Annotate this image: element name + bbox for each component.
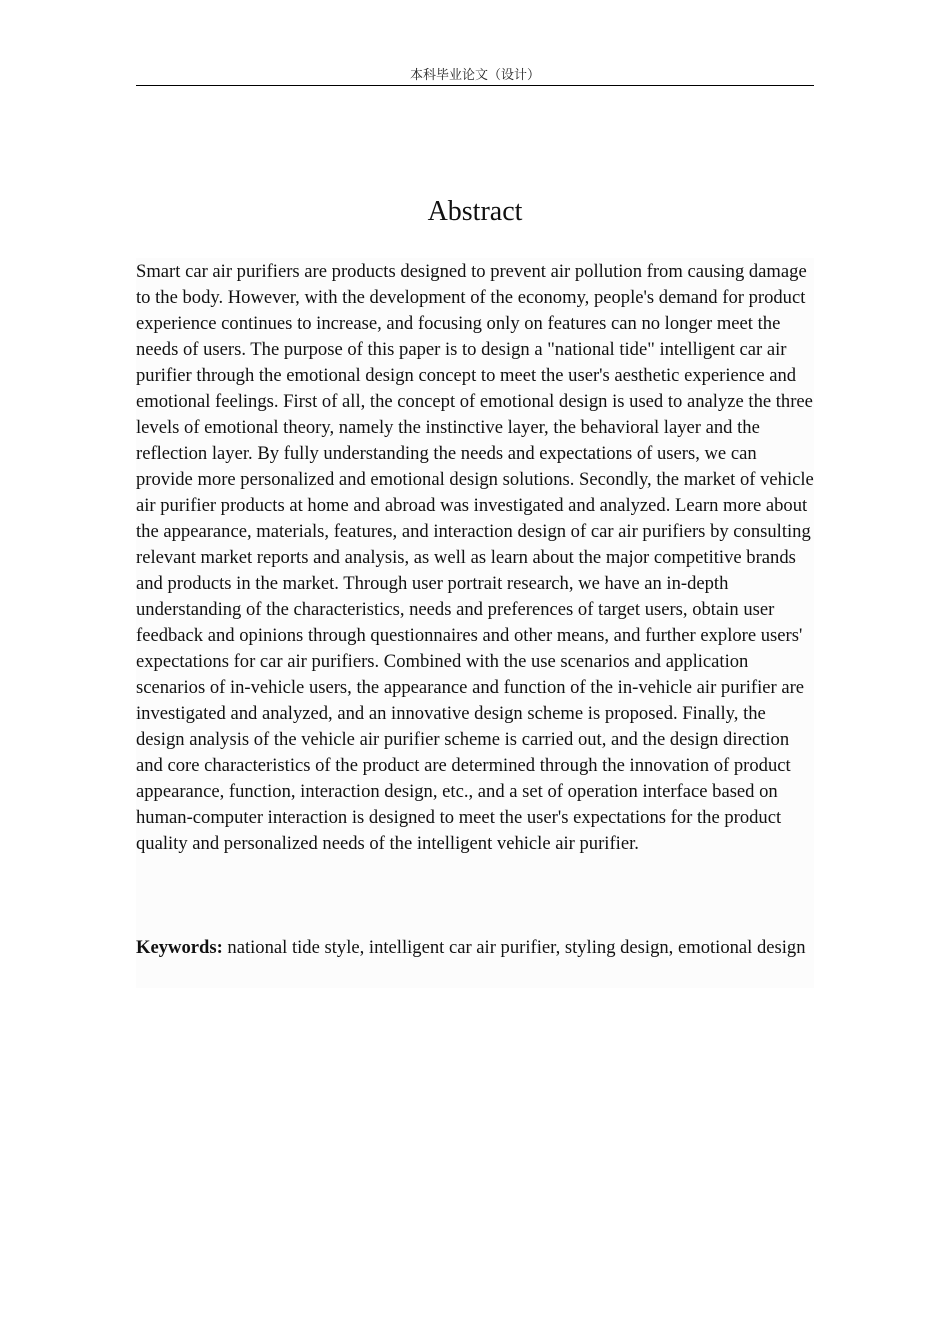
keywords-label: Keywords: xyxy=(136,937,223,958)
keywords-line xyxy=(136,935,816,961)
abstract-body: Smart car air purifiers are products designed to prevent air pollution from causing damage to the body. However, with the development of the economy, people's demand for product experience continues to increase, and focusing only on features can no longer meet the needs of users. The purpose of this paper is to design a "national tide" intelligent car air purifier through the emotional design concept to meet the user's aesthetic experience and emotional feelings. First of all, the concept of emotional design is used to analyze the three levels of emotional theory, namely the instinctive layer, the behavioral layer and the reflection layer. By fully understanding the needs and expectations of users, we can provide more personalized and emotional design solutions. Secondly, the market of vehicle air purifier products at home and abroad was investigated and analyzed. Learn more about the appearance, materials, features, and interaction design of car air purifiers by consulting relevant market reports and analysis, as well as learn about the major competitive brands and products in the market. Through user portrait research, we have an in-depth understanding of the characteristics, needs and preferences of target users, obtain user feedback and opinions through questionnaires and other means, and further explore users' expectations for car air purifiers. Combined with the use scenarios and application scenarios of in-vehicle users, the appearance and function of the in-vehicle air purifier are investigated and analyzed, and an innovative design scheme is proposed. Finally, the design analysis of the vehicle air purifier scheme is carried out, and the design direction and core characteristics of the product are determined through the innovation of product appearance, function, interaction design, etc., and a set of operation interface based on human-computer interaction is designed to meet the user's expectations for the product quality and personalized needs of the intelligent vehicle air purifier. xyxy=(136,261,814,854)
abstract-title: Abstract xyxy=(427,196,523,227)
running-header: 本科毕业论文（设计） xyxy=(409,68,540,83)
keywords-text: national tide style, intelligent car air purifier, styling design, emotional design xyxy=(227,937,806,958)
header-rule xyxy=(136,85,814,86)
